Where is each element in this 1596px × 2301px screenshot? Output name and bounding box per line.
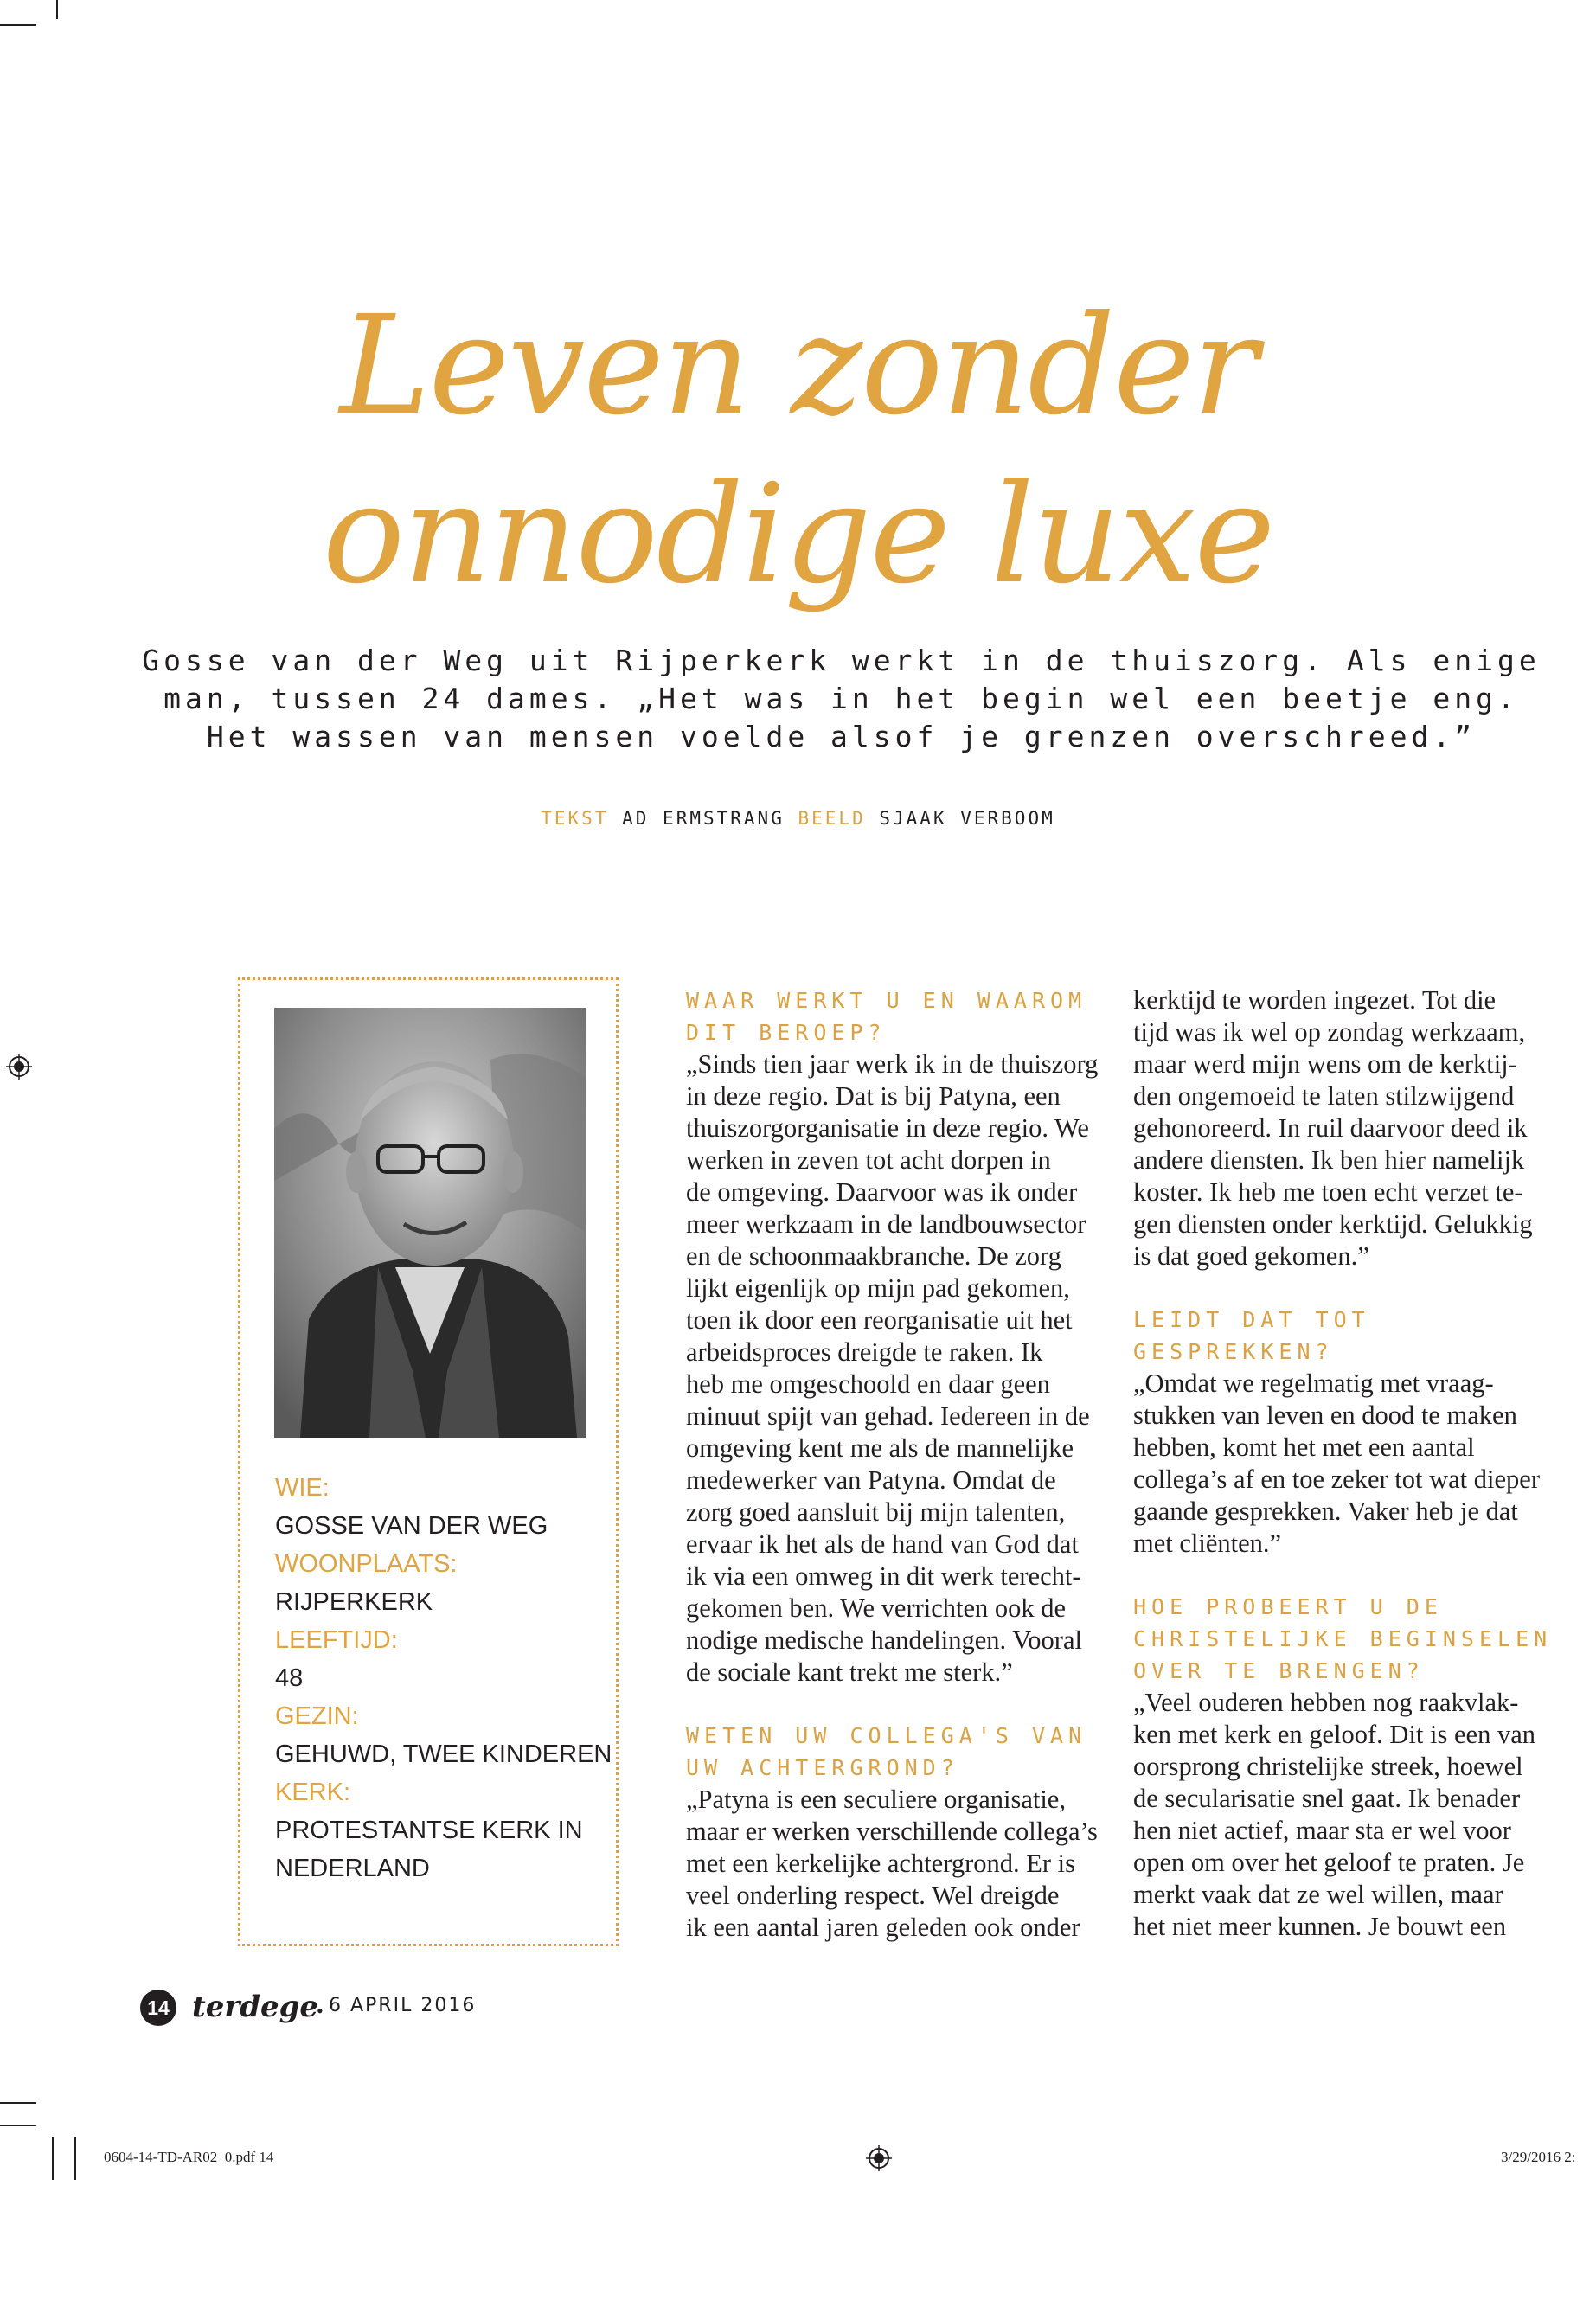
profile-value-woonplaats: RIJPERKERK [275, 1588, 433, 1616]
article-column-1 [686, 984, 1110, 1944]
body-line: heb me omgeschoold en daar geen [686, 1369, 1050, 1399]
question-line: OVER TE BRENGEN? [1133, 1658, 1425, 1683]
page-number: 14 [140, 1990, 176, 2026]
body-line: met cliënten.” [1133, 1529, 1282, 1558]
body-line: medewerker van Patyna. Omdat de [686, 1465, 1056, 1495]
body-line: hebben, komt het met een aantal [1133, 1433, 1475, 1462]
body-line: hen niet actief, maar sta er wel voor [1133, 1816, 1511, 1845]
question-line: UW ACHTERGROND? [686, 1755, 959, 1780]
profile-label-gezin: GEZIN: [275, 1702, 359, 1730]
body-line: oorsprong christelijke streek, hoewel [1133, 1752, 1523, 1781]
question-heading [686, 984, 1110, 1048]
body-line: veel onderling respect. Wel dreigde [686, 1881, 1060, 1910]
profile-value-leeftijd: 48 [275, 1664, 304, 1692]
question-line: WAAR WERKT U EN WAAROM [686, 988, 1087, 1013]
body-line: de sociale kant trekt me sterk.” [686, 1657, 1013, 1687]
magazine-logo: terdege [192, 1990, 319, 2024]
crop-mark [0, 2102, 36, 2104]
question-line: GESPREKKEN? [1133, 1339, 1334, 1364]
body-line: tijd was ik wel op zondag werkzaam, [1133, 1017, 1526, 1047]
body-line: den ongemoeid te laten stilzwijgend [1133, 1081, 1515, 1111]
body-line: in deze regio. Dat is bij Patyna, een [686, 1081, 1061, 1111]
body-line: ervaar ik het als de hand van God dat [686, 1529, 1079, 1559]
body-line: gekomen ben. We verrichten ook de [686, 1593, 1067, 1623]
answer-paragraph [686, 1784, 1110, 1944]
body-line: „Patyna is een seculiere organisatie, [686, 1785, 1066, 1814]
body-line: de omgeving. Daarvoor was ik onder [686, 1177, 1078, 1207]
body-line: zorg goed aansluit bij mijn talenten, [686, 1497, 1066, 1527]
title-line-2: onnodige luxe [322, 455, 1274, 614]
body-line: is dat goed gekomen.” [1133, 1241, 1369, 1271]
profile-value-wie: GOSSE VAN DER WEG [275, 1512, 548, 1540]
body-line: andere diensten. Ik ben hier namelijk [1133, 1145, 1525, 1175]
question-line: DIT BEROEP? [686, 1020, 887, 1045]
body-line: meer werkzaam in de landbouwsector [686, 1209, 1086, 1239]
body-line: toen ik door een reorganisatie uit het [686, 1305, 1073, 1335]
answer-paragraph [1133, 1368, 1557, 1560]
answer-paragraph [686, 1048, 1110, 1689]
body-line: koster. Ik heb me toen echt verzet te- [1133, 1177, 1523, 1207]
crop-mark [52, 2137, 54, 2180]
body-line: maar er werken verschillende collega’s [686, 1817, 1098, 1846]
intro [130, 642, 1553, 756]
body-line: en de schoonmaakbranche. De zorg [686, 1241, 1061, 1271]
profile-label-wie: WIE: [275, 1474, 330, 1502]
profile-label-kerk: KERK: [275, 1779, 351, 1806]
answer-paragraph [1133, 1687, 1557, 1943]
body-line: collega’s af en toe zeker tot wat dieper [1133, 1465, 1540, 1494]
registration-mark-icon [6, 1054, 32, 1080]
body-line: minuut spijt van gehad. Iedereen in de [686, 1401, 1090, 1431]
crop-mark [0, 24, 36, 26]
byline [0, 808, 1596, 829]
body-line: de secularisatie snel gaat. Ik benader [1133, 1784, 1521, 1813]
body-line: gehonoreerd. In ruil daarvoor deed ik [1133, 1113, 1528, 1143]
article-column-2 [1133, 984, 1557, 1943]
body-line: „Omdat we regelmatig met vraag- [1133, 1368, 1494, 1398]
print-slug-date: 3/29/2016 2: [1501, 2149, 1576, 2165]
byline-photographer: SJAAK VERBOOM [879, 808, 1055, 829]
question-line: HOE PROBEERT U DE [1133, 1594, 1443, 1619]
body-line: omgeving kent me als de mannelijke [686, 1433, 1074, 1463]
body-line: maar werd mijn wens om de kerktij- [1133, 1049, 1517, 1079]
profile-value-gezin: GEHUWD, TWEE KINDEREN [275, 1740, 612, 1768]
crop-mark [74, 2137, 76, 2180]
byline-image-label: BEELD [798, 808, 866, 829]
profile-label-woonplaats: WOONPLAATS: [275, 1550, 458, 1578]
body-line: open om over het geloof te praten. Je [1133, 1848, 1525, 1877]
question-heading [1133, 1304, 1557, 1368]
print-slug-filename: 0604-14-TD-AR02_0.pdf 14 [104, 2149, 274, 2165]
body-line: gaande gesprekken. Vaker heb je dat [1133, 1497, 1518, 1526]
profile-facts [275, 1469, 612, 1888]
body-line: „Sinds tien jaar werk ik in de thuiszorg [686, 1049, 1099, 1079]
body-line: ken met kerk en geloof. Dit is een van [1133, 1720, 1535, 1749]
byline-author: AD ERMSTRANG [622, 808, 785, 829]
crop-mark [56, 0, 58, 19]
body-line: kerktijd te worden ingezet. Tot die [1133, 985, 1497, 1015]
profile-label-leeftijd: LEEFTIJD: [275, 1626, 398, 1654]
body-line: arbeidsproces dreigde te raken. Ik [686, 1337, 1043, 1367]
body-line: nodige medische handelingen. Vooral [686, 1625, 1082, 1655]
question-line: LEIDT DAT TOT [1133, 1307, 1370, 1332]
body-line: met een kerkelijke achtergrond. Er is [686, 1849, 1075, 1878]
crop-mark [0, 2125, 36, 2126]
title-line-1: Leven zonder [339, 286, 1257, 445]
body-line: gen diensten onder kerktijd. Gelukkig [1133, 1209, 1533, 1239]
footer-separator: • [317, 2000, 324, 2022]
intro-line: Gosse van der Weg uit Rijperkerk werkt in de thuiszorg. Als enige [142, 644, 1541, 677]
intro-line: Het wassen van mensen voelde alsof je grenzen overschreed.” [206, 720, 1477, 753]
body-line: thuiszorgorganisatie in deze regio. We [686, 1113, 1089, 1143]
question-heading [686, 1720, 1110, 1784]
profile-value-kerk: PROTESTANTSE KERK IN [275, 1817, 583, 1844]
body-line: werken in zeven tot acht dorpen in [686, 1145, 1051, 1175]
body-line: het niet meer kunnen. Je bouwt een [1133, 1912, 1507, 1941]
question-line: WETEN UW COLLEGA'S VAN [686, 1723, 1087, 1748]
answer-paragraph [1133, 984, 1557, 1272]
body-line: lijkt eigenlijk op mijn pad gekomen, [686, 1273, 1070, 1303]
body-line: stukken van leven en dood te maken [1133, 1400, 1517, 1430]
registration-mark-icon [866, 2145, 892, 2171]
question-heading [1133, 1591, 1557, 1687]
body-line: ik een aantal jaren geleden ook onder [686, 1913, 1080, 1942]
profile-value-kerk-cont: NEDERLAND [275, 1855, 430, 1882]
question-line: CHRISTELIJKE BEGINSELEN [1133, 1626, 1553, 1651]
body-line: merkt vaak dat ze wel willen, maar [1133, 1880, 1503, 1909]
issue-date: 6 APRIL 2016 [329, 1995, 477, 2016]
body-line: „Veel ouderen hebben nog raakvlak- [1133, 1688, 1519, 1717]
body-line: ik via een omweg in dit werk terecht- [686, 1561, 1081, 1591]
byline-text-label: TEKST [541, 808, 609, 829]
portrait-photo [274, 1008, 586, 1438]
intro-line: man, tussen 24 dames. „Het was in het begin wel een beetje eng. [163, 682, 1519, 715]
